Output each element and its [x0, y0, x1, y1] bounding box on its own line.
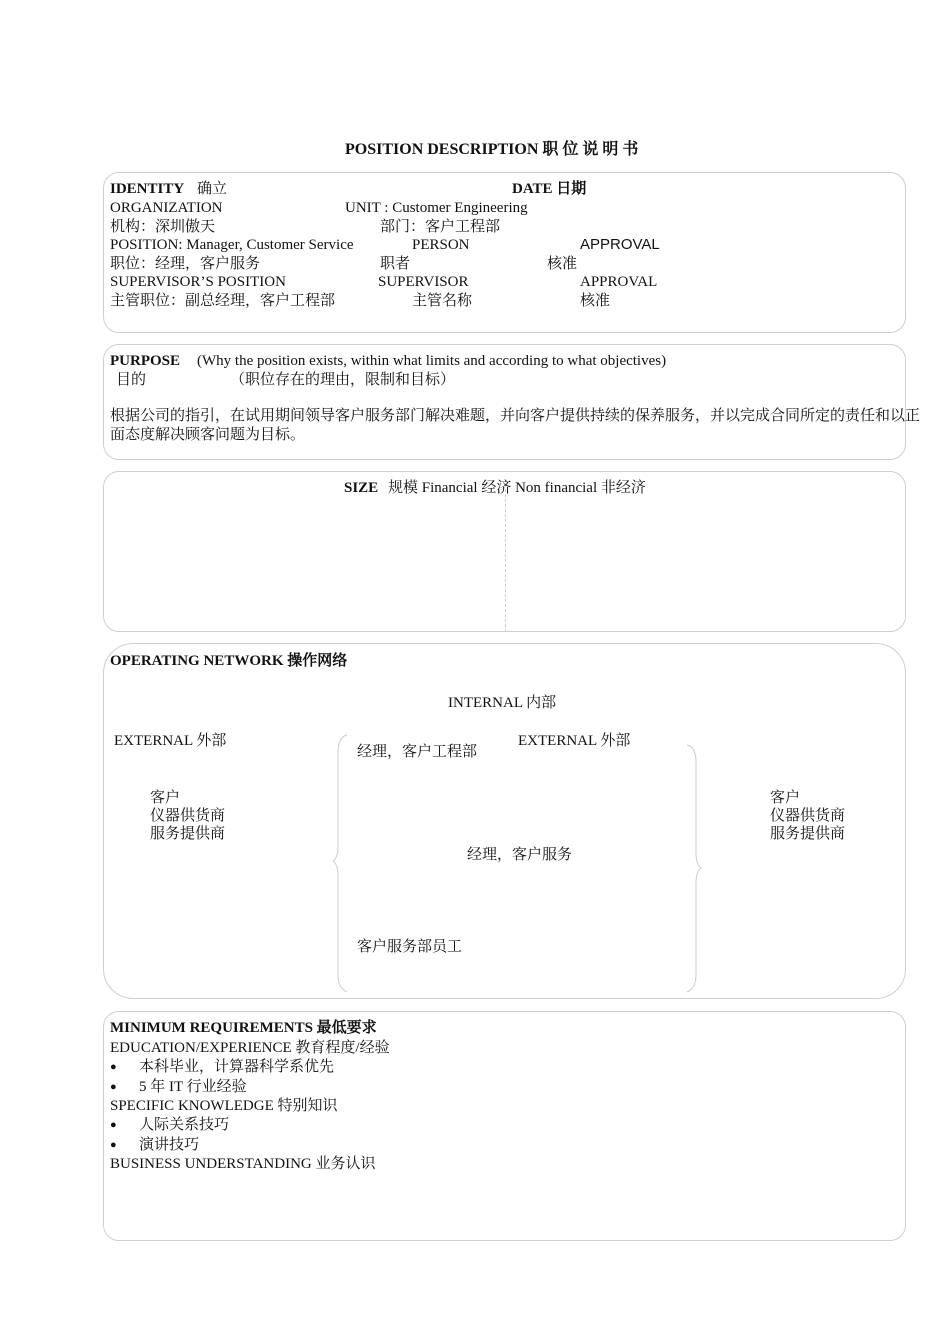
right-item: 服务提供商 [770, 826, 846, 842]
right-brace [687, 745, 701, 992]
organization-label: ORGANIZATION [110, 200, 223, 216]
bullet-icon: ● [110, 1081, 117, 1093]
size-categories: 规模 Financial 经济 Non financial 非经济 [388, 480, 646, 496]
purpose-subtitle-cn: （职位存在的理由，限制和目标） [230, 372, 456, 388]
identity-heading-cn: 确立 [197, 181, 228, 197]
unit-label: UNIT : Customer Engineering [345, 200, 528, 216]
approval-label-2: APPROVAL [580, 274, 658, 290]
person-label: PERSON [412, 237, 470, 253]
position-label: POSITION: Manager, Customer Service [110, 237, 354, 253]
business-label: BUSINESS UNDERSTANDING 业务认识 [110, 1156, 376, 1172]
supervisor-label: SUPERVISOR [378, 274, 469, 290]
page-title: POSITION DESCRIPTION 职 位 说 明 书 [345, 141, 639, 158]
left-item: 客户 [150, 790, 181, 806]
purpose-body: 根据公司的指引，在试用期间领导客户服务部门解决难题，并向客户提供持续的保养服务，并以完成合同所定的责任和以正面态度解决顾客问题为目标。 [110, 408, 921, 443]
network-heading: OPERATING NETWORK 操作网络 [110, 653, 348, 669]
knowledge-item: 演讲技巧 [139, 1137, 200, 1153]
education-item: 5 年 IT 行业经验 [139, 1079, 247, 1095]
size-heading: SIZE [344, 480, 379, 496]
knowledge-item: 人际关系技巧 [139, 1117, 230, 1133]
left-brace [333, 735, 347, 992]
bullet-icon: ● [110, 1119, 117, 1131]
bullet-icon: ● [110, 1139, 117, 1151]
education-label: EDUCATION/EXPERIENCE 教育程度/经验 [110, 1040, 390, 1056]
network-center-role: 经理，客户服务 [467, 847, 573, 863]
knowledge-label: SPECIFIC KNOWLEDGE 特别知识 [110, 1098, 338, 1114]
purpose-subtitle: (Why the position exists, within what limits and according to what objectives) [197, 353, 667, 369]
network-bottom-role: 客户服务部员工 [357, 939, 463, 955]
purpose-heading-cn: 目的 [116, 372, 147, 388]
bullet-icon: ● [110, 1061, 117, 1073]
requirements-heading: MINIMUM REQUIREMENTS 最低要求 [110, 1020, 377, 1036]
education-item: 本科毕业，计算器科学系优先 [139, 1059, 335, 1075]
organization-cn: 机构：深圳傲天 [110, 219, 216, 235]
external-left-label: EXTERNAL 外部 [114, 733, 227, 749]
approval-cn-1: 核准 [547, 256, 578, 272]
identity-heading: IDENTITY [110, 181, 185, 197]
network-top-role: 经理，客户工程部 [357, 744, 478, 760]
supervisor-cn: 主管名称 [412, 293, 473, 309]
right-item: 客户 [770, 790, 801, 806]
approval-cn-2: 核准 [580, 293, 611, 309]
right-item: 仪器供货商 [770, 808, 846, 824]
internal-label: INTERNAL 内部 [448, 695, 557, 711]
purpose-heading: PURPOSE [110, 353, 181, 369]
position-cn: 职位：经理，客户服务 [110, 256, 261, 272]
approval-label-1: APPROVAL [580, 236, 660, 253]
supervisor-position-label: SUPERVISOR’S POSITION [110, 274, 286, 290]
unit-cn: 部门：客户工程部 [380, 219, 501, 235]
person-cn: 职者 [380, 256, 411, 272]
external-right-label: EXTERNAL 外部 [518, 733, 631, 749]
date-label: DATE 日期 [512, 181, 587, 197]
left-item: 服务提供商 [150, 826, 226, 842]
supervisor-position-cn: 主管职位：副总经理，客户工程部 [110, 293, 336, 309]
left-item: 仪器供货商 [150, 808, 226, 824]
